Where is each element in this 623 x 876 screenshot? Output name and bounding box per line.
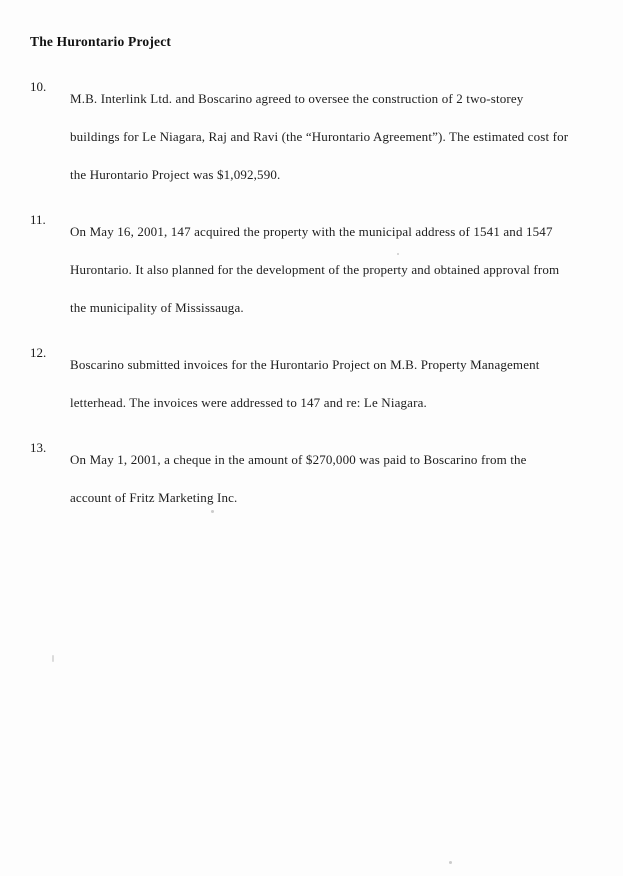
scan-artifact bbox=[52, 655, 54, 662]
scan-artifact bbox=[397, 253, 399, 255]
paragraph-number: 11. bbox=[30, 212, 46, 227]
paragraph-text: Boscarino submitted invoices for the Hurontario Project on M.B. Property Management letterhead. The invoices were addressed to 147 and re: Le Niagara. bbox=[70, 357, 540, 410]
paragraph-number: 10. bbox=[30, 79, 47, 94]
paragraph-number: 12. bbox=[30, 345, 47, 360]
page-title: The Hurontario Project bbox=[30, 34, 172, 49]
scan-artifact bbox=[211, 510, 214, 513]
numbered-paragraph bbox=[0, 346, 623, 422]
paragraph-text: On May 16, 2001, 147 acquired the property with the municipal address of 1541 and 1547 Hurontario. It also planned for the development of the property and obtained approval from the municipality of Mississauga. bbox=[70, 224, 560, 315]
paragraph-text: M.B. Interlink Ltd. and Boscarino agreed to oversee the construction of 2 two-storey buildings for Le Niagara, Raj and Ravi (the “Hurontario Agreement”). The estimated cost for the Hurontario Project was $1,092,590. bbox=[70, 91, 569, 182]
numbered-paragraph bbox=[0, 80, 623, 194]
scan-artifact bbox=[449, 861, 452, 864]
numbered-paragraph bbox=[0, 213, 623, 327]
paragraph-text: On May 1, 2001, a cheque in the amount of $270,000 was paid to Boscarino from the account of Fritz Marketing Inc. bbox=[70, 452, 527, 505]
paragraph-list bbox=[0, 80, 623, 536]
paragraph-number: 13. bbox=[30, 440, 47, 455]
numbered-paragraph bbox=[0, 441, 623, 517]
